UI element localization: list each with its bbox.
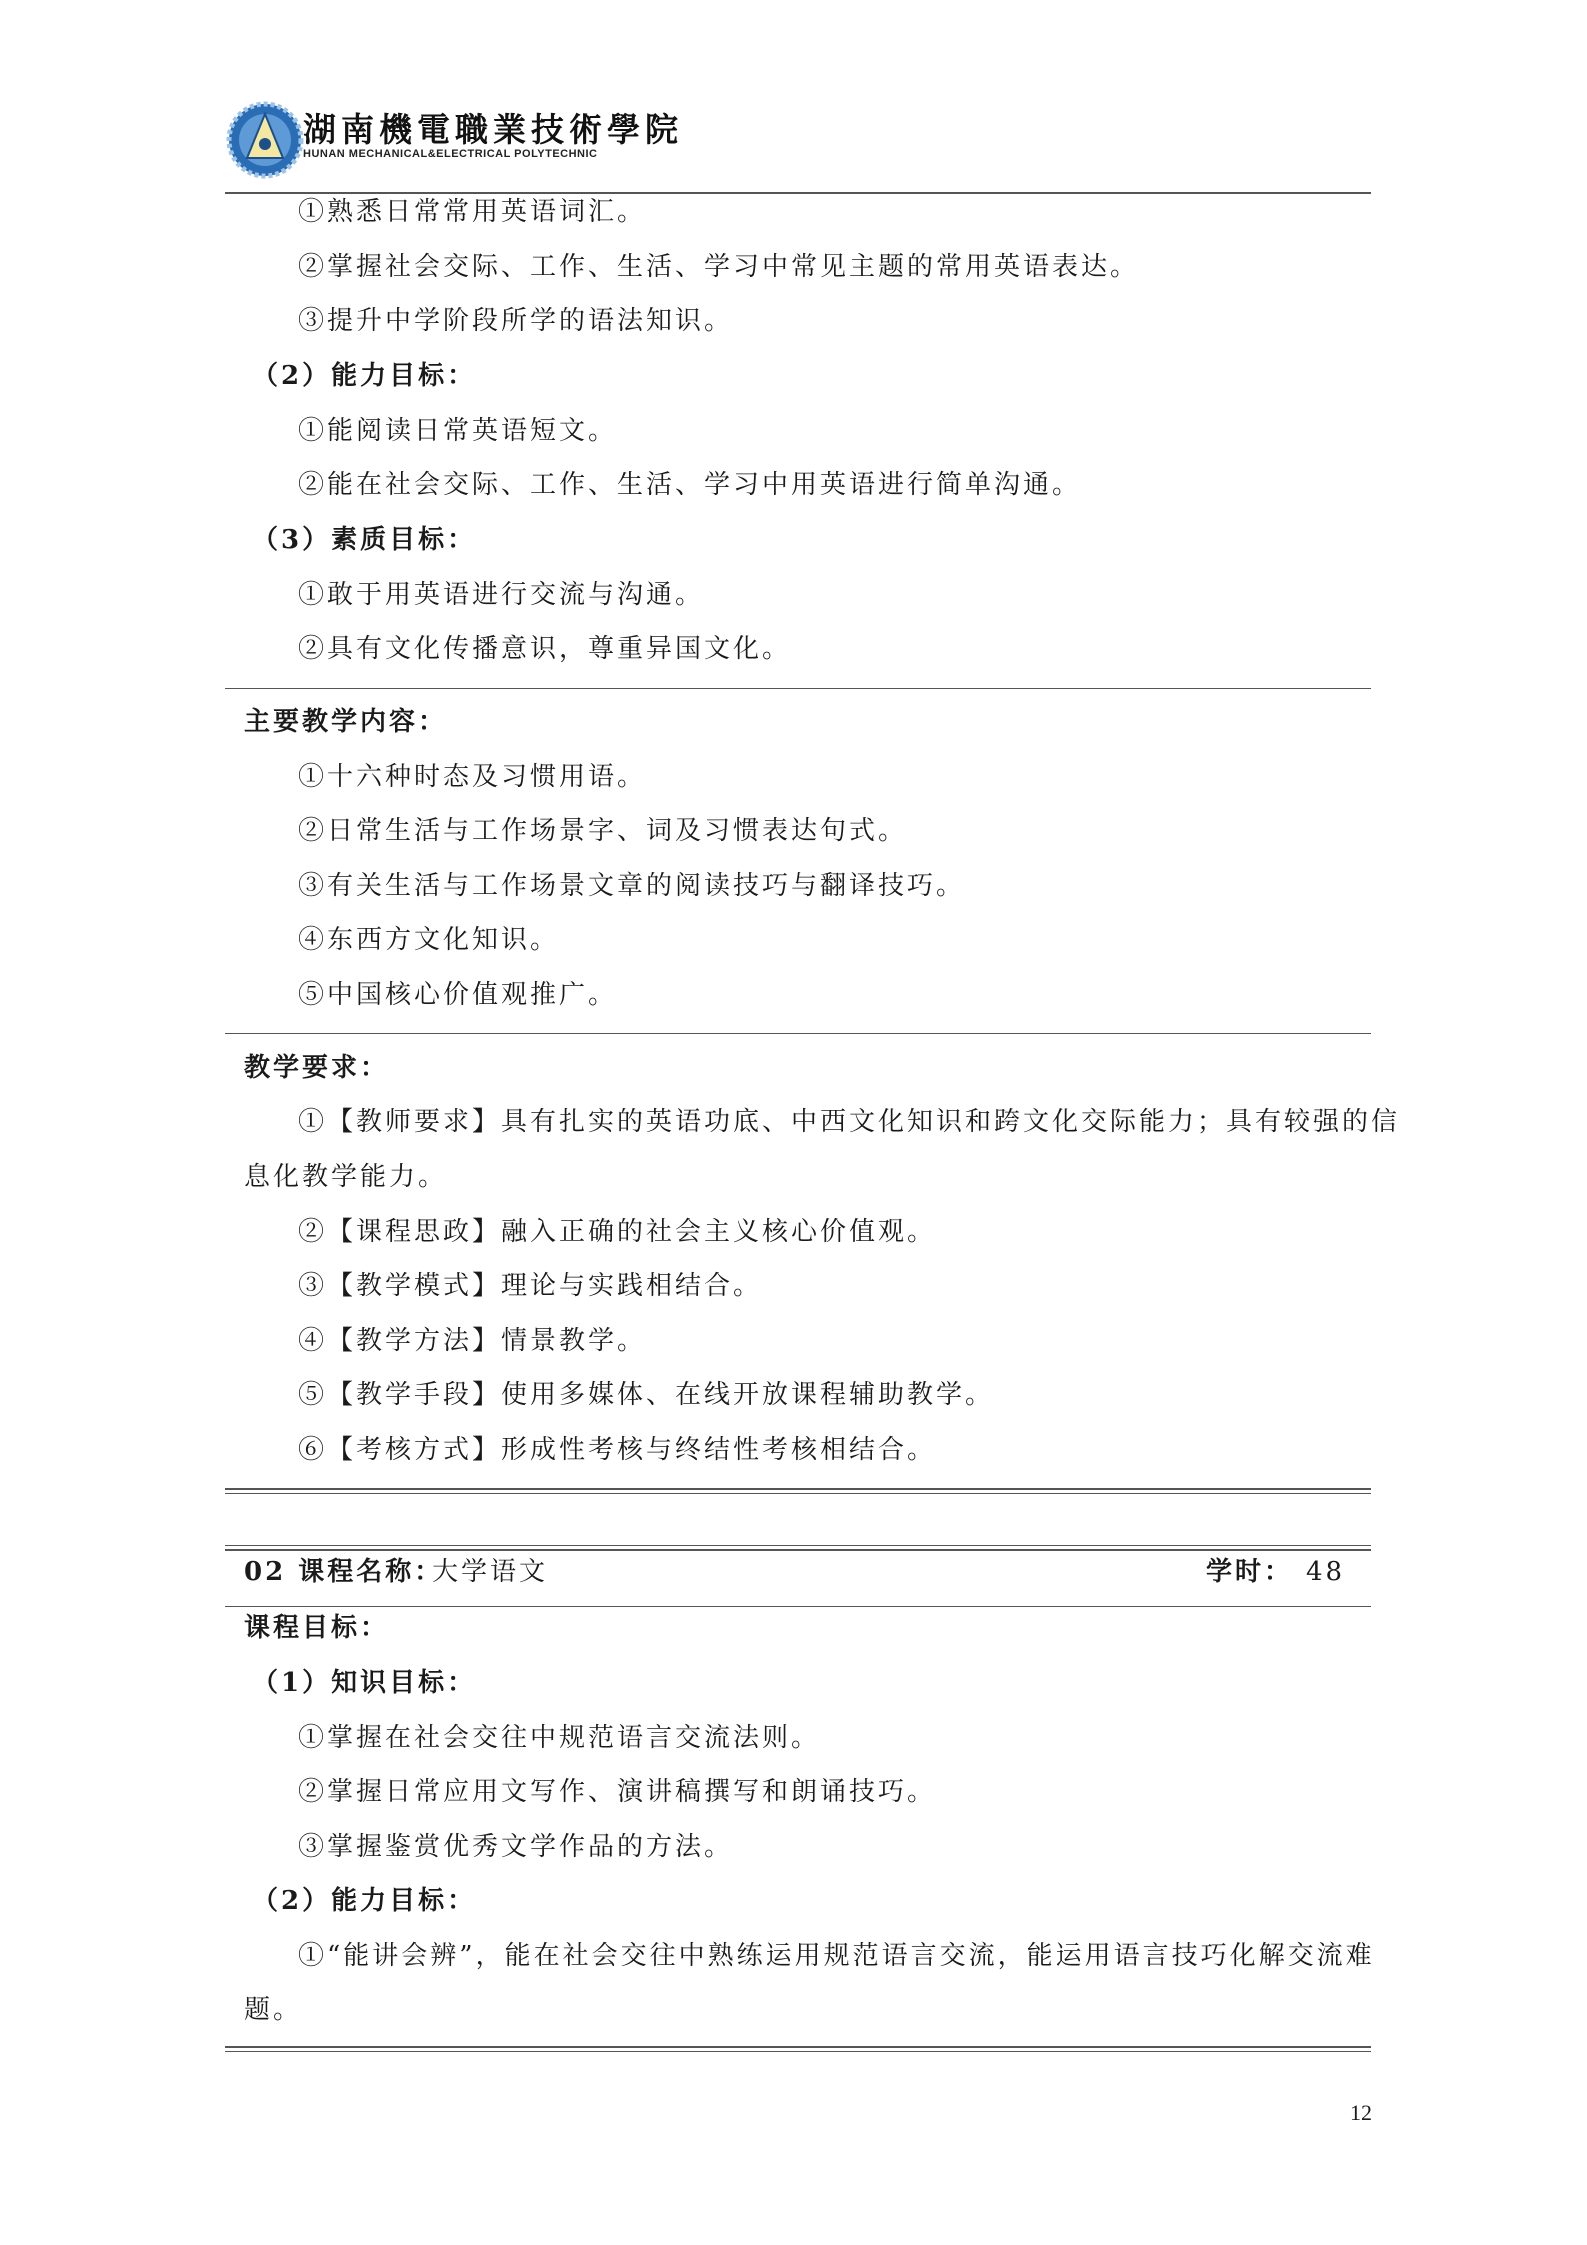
- list-item: ②掌握社会交际、工作、生活、学习中常见主题的常用英语表达。: [298, 252, 1140, 282]
- school-name-en: HUNAN MECHANICAL&ELECTRICAL POLYTECHNIC: [303, 148, 598, 160]
- list-item: ①十六种时态及习惯用语。: [298, 762, 647, 792]
- list-item: ②具有文化传播意识，尊重异国文化。: [298, 634, 792, 664]
- table-bottom-rule: [225, 1488, 1371, 1490]
- list-item: ③有关生活与工作场景文章的阅读技巧与翻译技巧。: [298, 871, 966, 901]
- list-item: ②掌握日常应用文写作、演讲稿撰写和朗诵技巧。: [298, 1777, 937, 1807]
- list-item: ①敢于用英语进行交流与沟通。: [298, 580, 705, 610]
- table-bottom-rule: [225, 2051, 1371, 2052]
- page-header: [225, 96, 683, 176]
- section-divider: [225, 688, 1371, 689]
- content-heading: 主要教学内容：: [244, 707, 448, 737]
- list-item: ①能阅读日常英语短文。: [298, 416, 618, 446]
- list-item: ①【教师要求】具有扎实的英语功底、中西文化知识和跨文化交际能力；具有较强的信: [298, 1107, 1401, 1137]
- table-top-rule: [225, 1545, 1371, 1546]
- list-item: ③掌握鉴赏优秀文学作品的方法。: [298, 1832, 734, 1862]
- list-item: ⑤中国核心价值观推广。: [298, 980, 618, 1010]
- list-item-continuation: 题。: [244, 1995, 303, 2025]
- list-item: ⑤【教学手段】使用多媒体、在线开放课程辅助教学。: [298, 1380, 995, 1410]
- knowledge-heading: （1）知识目标：: [252, 1668, 477, 1698]
- list-item: ①熟悉日常常用英语词汇。: [298, 197, 647, 227]
- header-rule: [225, 192, 1371, 194]
- list-item: ⑥【考核方式】形成性考核与终结性考核相结合。: [298, 1435, 937, 1465]
- ability-heading: （2）能力目标：: [252, 1886, 477, 1916]
- list-item: ③提升中学阶段所学的语法知识。: [298, 306, 734, 336]
- hours-label: 学时：: [1206, 1557, 1294, 1587]
- list-item: ②【课程思政】融入正确的社会主义核心价值观。: [298, 1217, 937, 1247]
- section-divider: [225, 1033, 1371, 1034]
- list-item: ②日常生活与工作场景字、词及习惯表达句式。: [298, 816, 908, 846]
- page-number: 12: [1350, 2100, 1372, 2125]
- list-item: ②能在社会交际、工作、生活、学习中用英语进行简单沟通。: [298, 470, 1082, 500]
- list-item: ①“能讲会辨”，能在社会交往中熟练运用规范语言交流，能运用语言技巧化解交流难: [298, 1941, 1375, 1971]
- list-item: ④东西方文化知识。: [298, 925, 560, 955]
- table-bottom-rule: [225, 1493, 1371, 1494]
- list-item-continuation: 息化教学能力。: [244, 1162, 448, 1192]
- requirements-heading: 教学要求：: [244, 1053, 390, 1083]
- course-name-label: 02 课程名称：: [244, 1557, 444, 1587]
- quality-heading: （3）素质目标：: [252, 525, 477, 555]
- goal-heading: 课程目标：: [244, 1613, 390, 1643]
- row-divider: [225, 1606, 1371, 1607]
- school-emblem-icon: [225, 100, 305, 180]
- list-item: ①掌握在社会交往中规范语言交流法则。: [298, 1723, 821, 1753]
- list-item: ③【教学模式】理论与实践相结合。: [298, 1271, 763, 1301]
- table-bottom-rule: [225, 2046, 1371, 2048]
- course-title-row: [244, 1556, 1354, 1596]
- course-name-value: 大学语文: [432, 1557, 549, 1587]
- hours-value: 48: [1306, 1557, 1346, 1587]
- school-name-cn: 湖南機電職業技術學院: [303, 110, 683, 149]
- ability-heading: （2）能力目标：: [252, 361, 477, 391]
- table-top-rule: [225, 1549, 1371, 1551]
- list-item: ④【教学方法】情景教学。: [298, 1326, 647, 1356]
